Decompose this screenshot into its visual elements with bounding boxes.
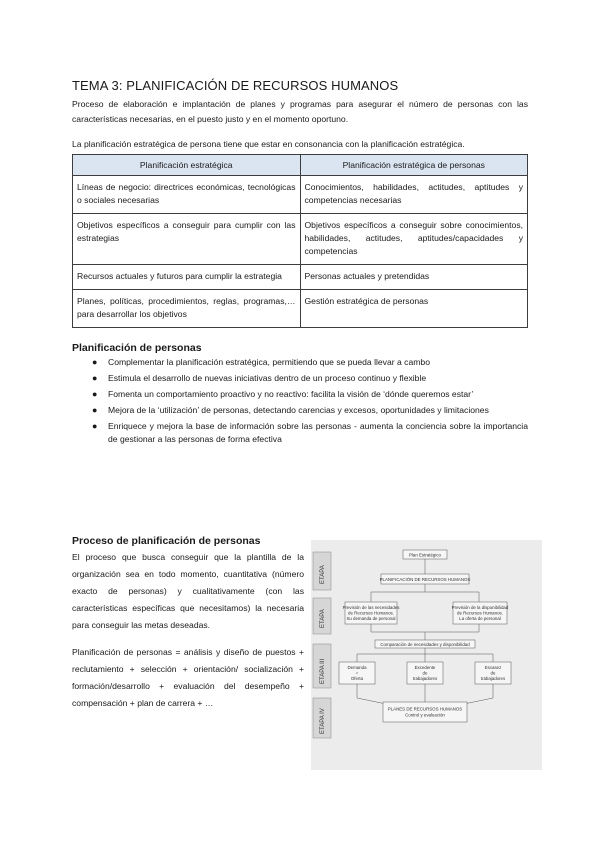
list-item-text: Complementar la planificación estratégica, permitiendo que se pueda llevar a cambo: [108, 357, 430, 367]
box-label: Previsión de las necesidades: [342, 605, 400, 610]
box-plan-estrategico: [403, 550, 447, 559]
box-planes-rrhh: [383, 702, 467, 722]
table-cell: Líneas de negocio: directrices económicas, tecnológicas o sociales necesarias: [73, 176, 301, 214]
section-heading: Proceso de planificación de personas: [72, 535, 261, 547]
stage-tab: [313, 552, 331, 590]
stage-tab: [313, 644, 331, 688]
box-label: trabajadores: [412, 676, 438, 681]
table-header: Planificación estratégica: [73, 155, 301, 176]
box-label: Comparación de necesidades y disponibilidad: [380, 641, 470, 647]
box-label: trabajadores: [480, 676, 506, 681]
box-label: PLANES DE RECURSOS HUMANOS: [387, 706, 463, 712]
box-label: de Recursos Humanos.: [348, 610, 394, 616]
stage-tab: [313, 698, 331, 738]
box-comparacion: [375, 640, 475, 648]
box-label: Control y evaluación: [405, 712, 445, 718]
bullet-icon: ●: [92, 357, 98, 367]
table-row: [73, 176, 528, 214]
list-item-text: Mejora de la ‘utilización’ de personas, detectando carencias y excesos, oportunidades y limitaciones: [108, 405, 489, 415]
table-cell: Objetivos específicos a conseguir sobre conocimientos, habilidades, actitudes, aptitudes/capacidades y competencias: [300, 214, 528, 265]
box-label: Su demanda de personal: [346, 616, 396, 621]
flow-diagram-svg: [311, 540, 542, 770]
list-item-text: Enriquece y mejora la base de información sobre las personas - aumenta la conciencia sobre la importancia de gestionar a las personas de forma efectiva: [108, 421, 528, 444]
box-label: Plan Estratégico: [409, 552, 441, 558]
table-header: Planificación estratégica de personas: [300, 155, 528, 176]
table-cell: Conocimientos, habilidades, actitudes, aptitudes y competencias necesarias: [300, 176, 528, 214]
planning-comparison-table: [72, 154, 528, 328]
box-label: Oferta: [350, 676, 364, 681]
box-label: =: [355, 670, 359, 676]
table-cell: Personas actuales y pretendidas: [300, 265, 528, 290]
bullet-icon: ●: [92, 373, 98, 383]
box-label: Previsión de la disponibilidad: [451, 605, 509, 610]
box-label: Escasez: [484, 665, 502, 670]
table-cell: Gestión estratégica de personas: [300, 290, 528, 328]
bullet-icon: ●: [92, 389, 98, 399]
page-title: TEMA 3: PLANIFICACIÓN DE RECURSOS HUMANOS: [72, 78, 399, 93]
table-cell: Objetivos específicos a conseguir para cumplir con las estrategias: [73, 214, 301, 265]
box-label: Demanda: [347, 665, 367, 670]
box-label: de: [490, 670, 496, 676]
box-prevision-necesidades: [343, 602, 401, 624]
box-escasez: [475, 662, 511, 684]
box-prevision-disponibilidad: [452, 602, 509, 624]
document-page: [72, 78, 528, 449]
list-item: [92, 388, 528, 401]
stage-label: ETAPA: [320, 609, 326, 628]
table-row: [73, 290, 528, 328]
consonance-paragraph: La planificación estratégica de persona tiene que estar en consonancia con la planificación estratégica.: [72, 139, 465, 149]
stage-label: ETAPA IV: [320, 708, 326, 734]
box-planificacion-rrhh: [380, 574, 471, 584]
stage-label: ETAPA III: [320, 658, 326, 684]
hr-planning-flow-diagram: [311, 540, 542, 770]
box-demanda-oferta: [339, 662, 375, 684]
stage-label: ETAPA: [320, 565, 326, 584]
process-text-column: [72, 535, 304, 712]
table-cell: Planes, políticas, procedimientos, reglas, programas,… para desarrollar los objetivos: [73, 290, 301, 328]
table-row: [73, 214, 528, 265]
section-heading: Planificación de personas: [72, 342, 202, 354]
intro-paragraph: Proceso de elaboración e implantación de planes y programas para asegurar el número de personas con las características necesarias, en el puesto justo y en el momento oportuno.: [72, 99, 528, 124]
list-item: [92, 404, 528, 417]
formula-paragraph: Planificación de personas = análisis y diseño de puestos + reclutamiento + selección + orientación/ socialización + formación/desarrollo + evaluación del desempeño + compensación + plan de carrera + …: [72, 647, 304, 708]
box-label: PLANIFICACIÓN DE RECURSOS HUMANOS: [379, 577, 471, 582]
bullet-list: [72, 356, 528, 446]
list-item-text: Estimula el desarrollo de nuevas iniciativas dentro de un proceso continuo y flexible: [108, 373, 427, 383]
bullet-icon: ●: [92, 421, 98, 431]
list-item: [92, 356, 528, 369]
box-label: La oferta de personal: [459, 616, 501, 621]
list-item-text: Fomenta un comportamiento proactivo y no reactivo: facilita la visión de ‘dónde queremos estar’: [108, 389, 474, 399]
box-label: Excedente: [414, 665, 436, 670]
list-item: [92, 372, 528, 385]
list-item: [92, 420, 528, 446]
box-excedente: [407, 662, 443, 684]
process-paragraph: El proceso que busca conseguir que la plantilla de la organización sea en todo momento, cuantitativa (número exacto de personas) y cualitativamente (con las características específicas que necesitamos) la necesaria para conseguir las metas deseadas.: [72, 552, 304, 630]
stage-tab: [313, 598, 331, 634]
table-cell: Recursos actuales y futuros para cumplir la estrategia: [73, 265, 301, 290]
bullet-icon: ●: [92, 405, 98, 415]
box-label: de Recursos Humanos.: [457, 610, 503, 616]
box-label: de: [422, 670, 428, 676]
table-row: [73, 265, 528, 290]
